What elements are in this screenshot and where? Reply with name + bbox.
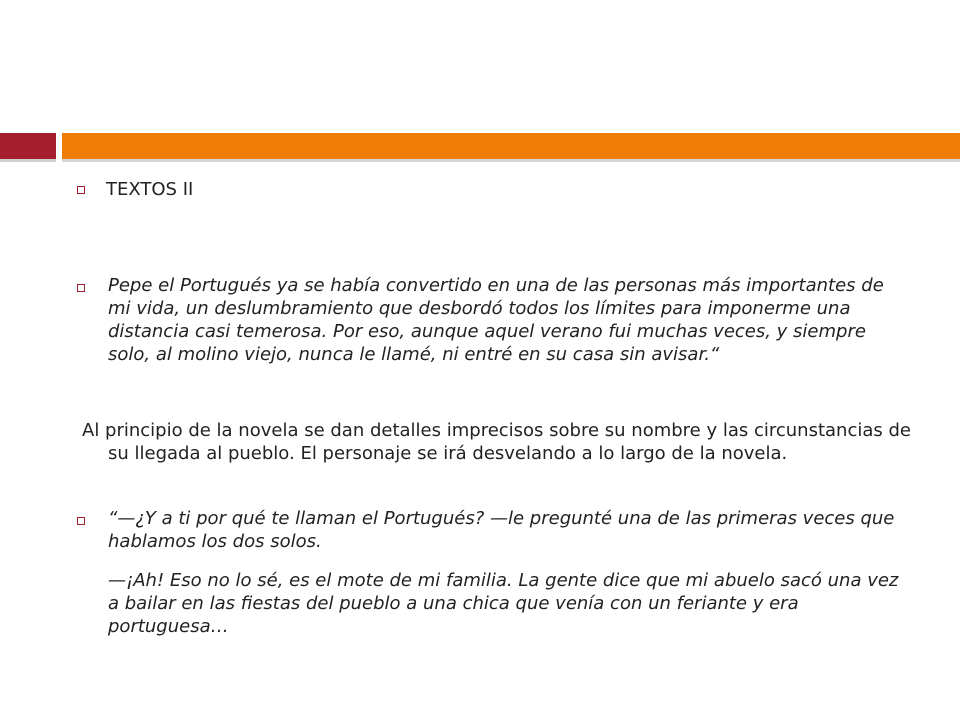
header-bar-red <box>0 133 56 159</box>
bullet-square-icon <box>77 284 85 292</box>
header-bar-shadow <box>62 159 960 162</box>
slide-heading: TEXTOS II <box>106 179 194 200</box>
quote-paragraph-3: —¡Ah! Eso no lo sé, es el mote de mi familia. La gente dice que mi abuelo sacó una vez a bailar en las fiestas del pueblo a una chica que venía con un feriante y era portuguesa… <box>108 570 899 637</box>
commentary-paragraph: Al principio de la novela se dan detalles imprecisos sobre su nombre y las circunstancias de su llegada al pueblo. El personaje se irá desvelando a lo largo de la novela. <box>82 420 911 464</box>
header-bar-orange <box>62 133 960 159</box>
quote-paragraph-2: “—¿Y a ti por qué te llaman el Portugués? —le pregunté una de las primeras veces que hablamos los dos solos. <box>108 508 895 552</box>
bullet-square-icon <box>77 186 85 194</box>
quote-paragraph-1: Pepe el Portugués ya se había convertido en una de las personas más importantes de mi vida, un deslumbramiento que desbordó todos los límites para imponerme una distancia casi temerosa. Por eso, aunque aquel verano fui muchas veces, y siempre solo, al molino viejo, nunca le llamé, ni entré en su casa sin avisar.“ <box>108 275 884 365</box>
header-bar-shadow <box>0 159 56 162</box>
bullet-square-icon <box>77 517 85 525</box>
